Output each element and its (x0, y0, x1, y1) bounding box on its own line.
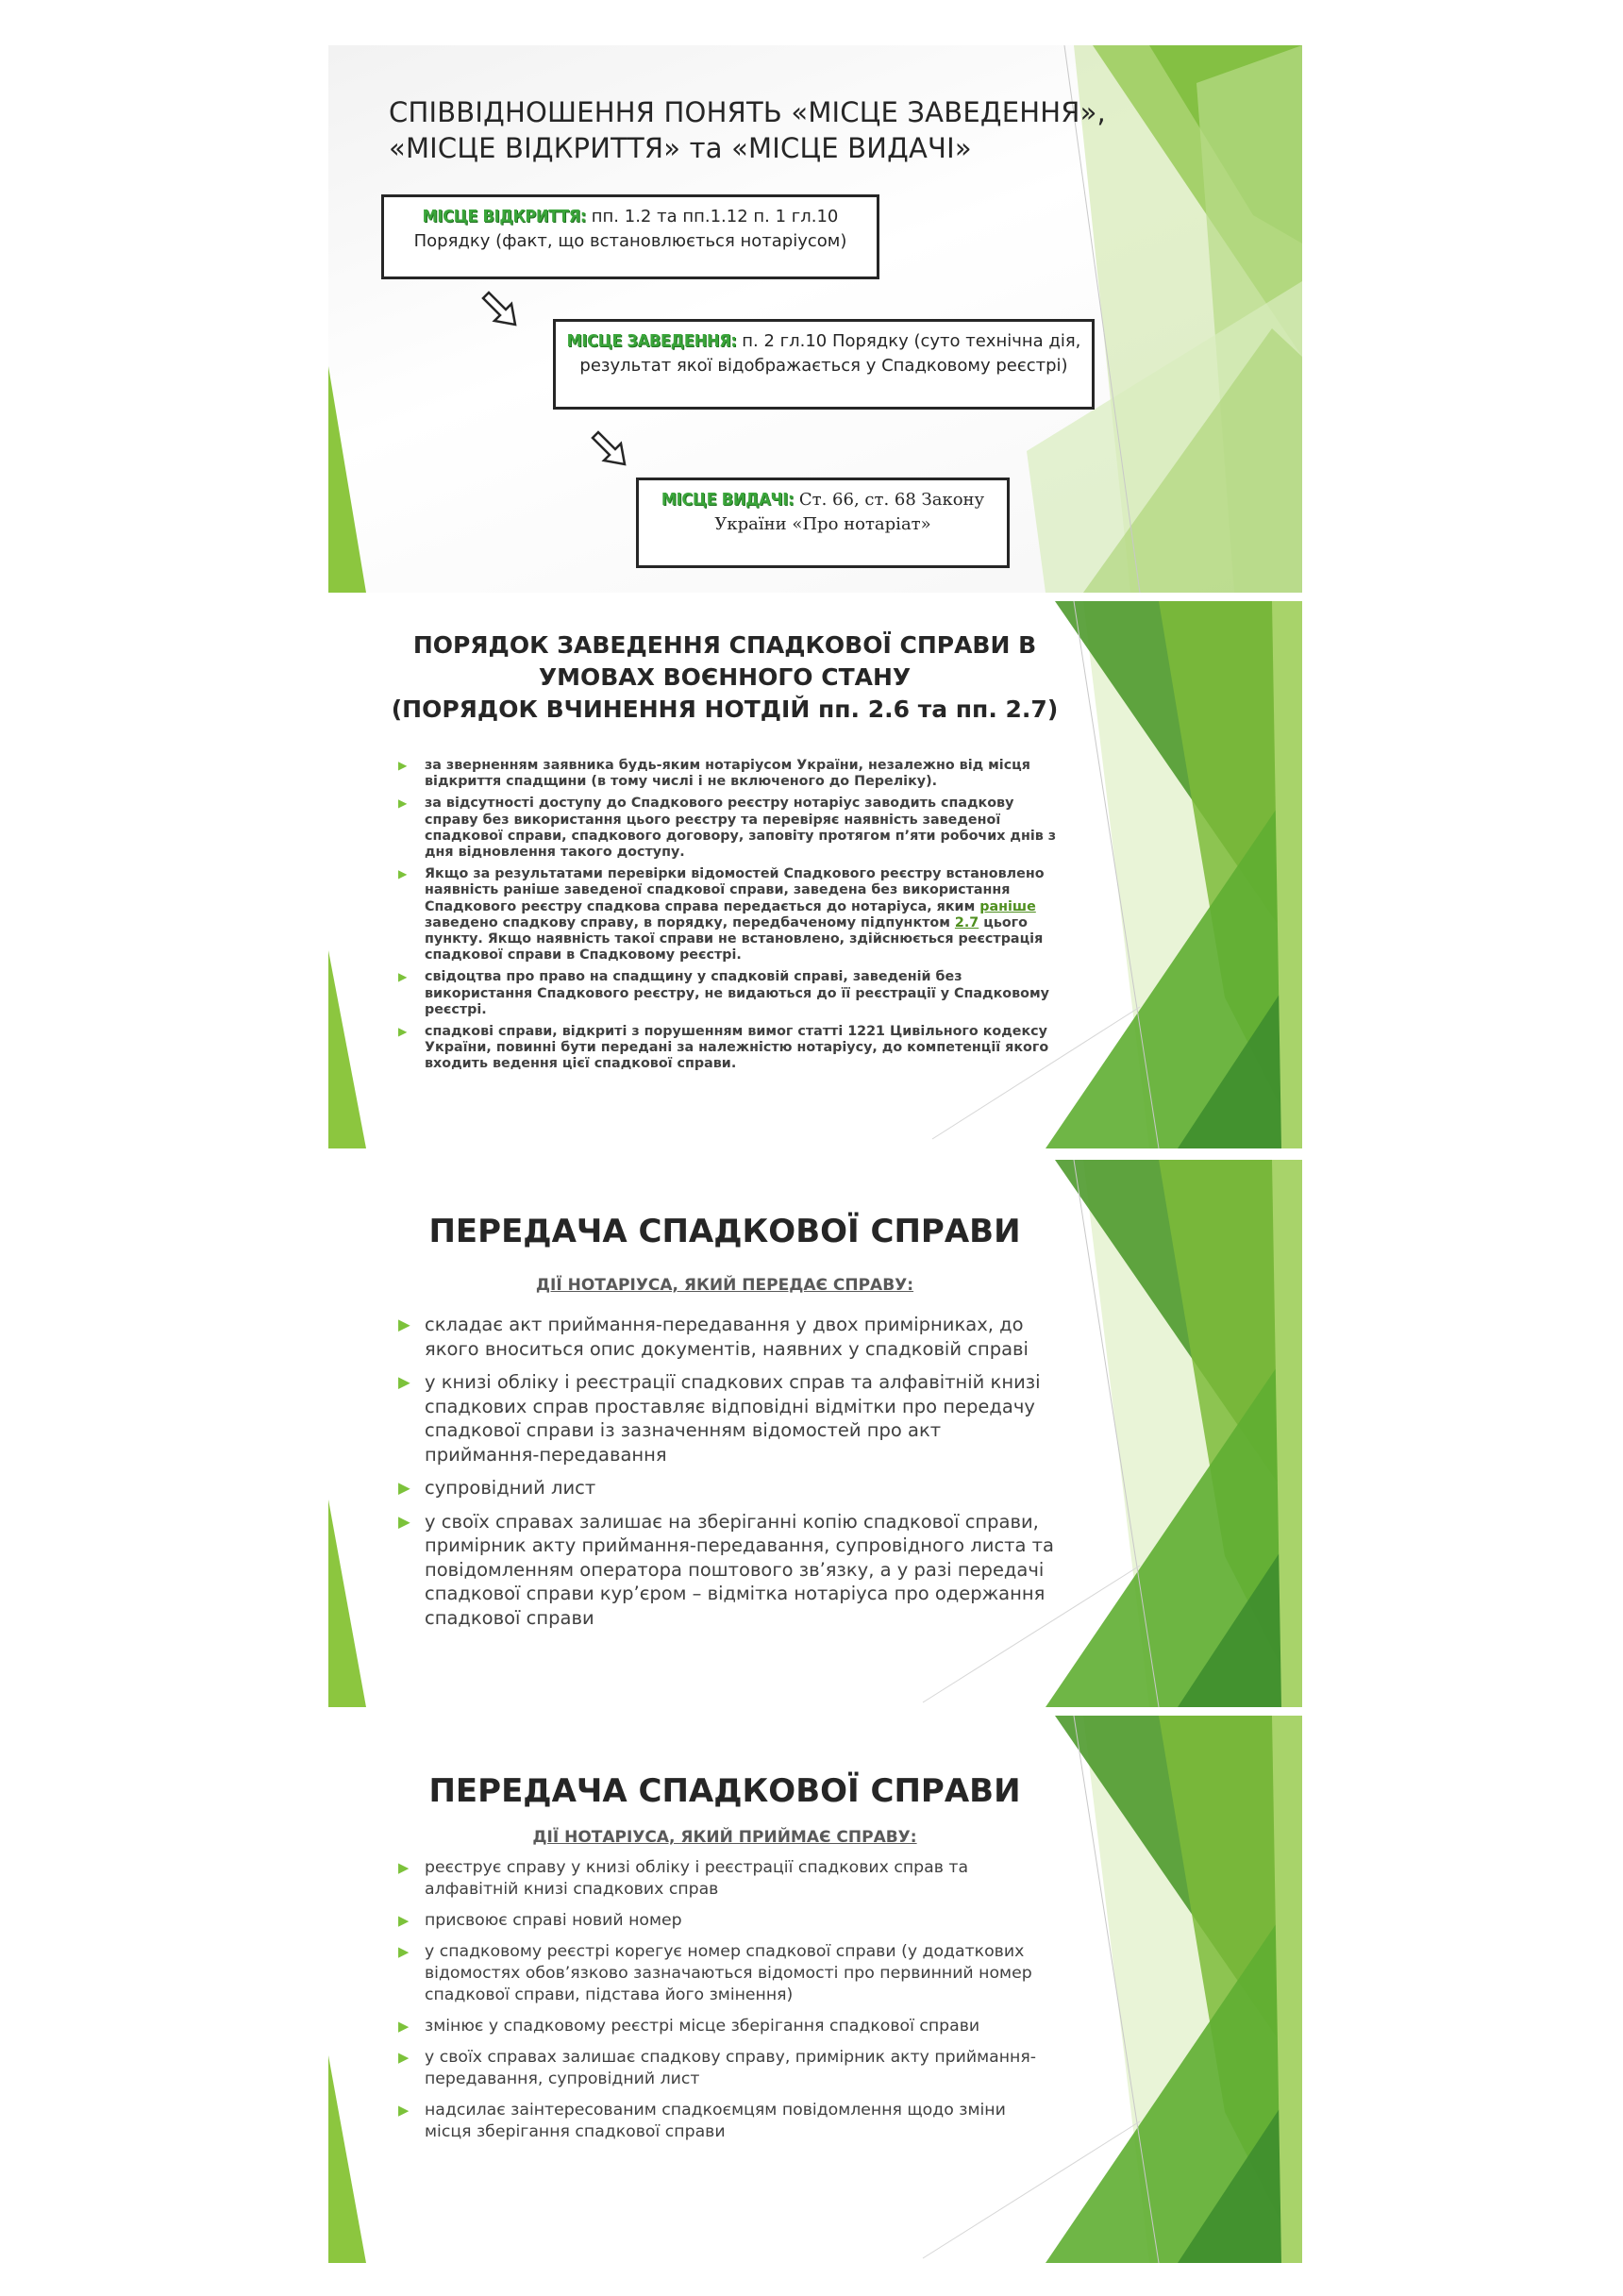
list-item (396, 969, 1057, 1018)
list-item-text: присвоює справі новий номер (425, 1911, 682, 1930)
list-item-text: за відсутності доступу до Спадкового реєстру нотаріус заводить спадкову справу без використання цього реєстру та перевіряє наявність заведеної спадкової справи, спадкового договору, заповіту протягом п’яти робочих днів з дня відновлення такого доступу. (425, 796, 1057, 861)
establishment-place-key: МІСЦЕ ЗАВЕДЕННЯ: (566, 331, 737, 351)
issuance-place-box (636, 478, 1010, 568)
bullet-icon: ▶ (398, 1025, 408, 1039)
hollow-arrow-down-right-icon (589, 428, 630, 470)
list-item-text: свідоцтва про право на спадщину у спадковій справі, заведеній без використання Спадкового реєстру, не видаються до її реєстрації у Спадковому реєстрі. (425, 969, 1049, 1017)
bullet-icon: ▶ (398, 1913, 410, 1929)
issuance-place-key: МІСЦЕ ВИДАЧІ: (661, 490, 795, 510)
bullet-icon: ▶ (398, 2019, 410, 2035)
establishment-place-text-1: п. 2 гл.10 Порядку (суто технічна дія, (736, 331, 1081, 351)
link-subclause-2-7[interactable]: 2.7 (954, 914, 979, 930)
list-item-text: у своїх справах залишає спадкову справу, примірник акту приймання-передавання, супровідний лист (425, 2048, 1036, 2088)
list-item-text: надсилає заінтересованим спадкоємцям повідомлення щодо зміни місця зберігання спадкової справи (425, 2101, 1006, 2141)
bullet-list (396, 758, 1057, 1079)
list-item-text: у книзі обліку і реєстрації спадкових справ та алфавітній книзі спадкових справ проставляє відповідні відмітки про передачу спадкової справи із зазначенням відомостей про акт приймання-передавання (425, 1371, 1041, 1466)
list-item (396, 1370, 1057, 1466)
link-earlier[interactable]: раніше (979, 898, 1036, 914)
slide-title (389, 94, 1106, 166)
bullet-icon: ▶ (398, 1944, 410, 1960)
bullet-icon: ▶ (398, 1512, 410, 1531)
list-item-text: заведено спадкову справу, в порядку, передбаченому підпунктом (425, 914, 955, 930)
bullet-icon: ▶ (398, 867, 408, 881)
list-item-text: змінює у спадковому реєстрі місце зберігання спадкової справи (425, 2017, 980, 2036)
list-item (396, 2016, 1057, 2037)
list-item-text: за зверненням заявника будь-яким нотаріусом України, незалежно від місця відкриття спадщини (в тому числі і не включеного до Переліку). (425, 758, 1030, 790)
opening-place-key: МІСЦЕ ВІДКРИТТЯ: (422, 207, 587, 226)
opening-place-box (381, 194, 879, 279)
slide-martial-law-procedure (328, 601, 1302, 1148)
title-line-2: «МІСЦЕ ВІДКРИТТЯ» та «МІСЦЕ ВИДАЧІ» (389, 132, 972, 164)
title-line-3: (ПОРЯДОК ВЧИНЕННЯ НОТДІЙ пп. 2.6 та пп. 2.7) (391, 696, 1059, 723)
slide-title (366, 629, 1083, 726)
list-item-text: складає акт приймання-передавання у двох примірниках, до якого вноситься опис документів, наявних у спадковій справі (425, 1314, 1029, 1360)
opening-place-text-1: пп. 1.2 та пп.1.12 п. 1 гл.10 (586, 207, 839, 226)
establishment-place-text-2: результат якої відображається у Спадковому реєстрі) (579, 356, 1068, 376)
list-item-text: у своїх справах залишає на зберіганні копію спадкової справи, примірник акту приймання-передавання, супровідного листа та повідомленням оператора поштового зв’язку, а у разі передачі спадкової справи кур’єром – відмітка нотаріуса про одержання спадкової справи (425, 1510, 1054, 1629)
title-line-1: ПОРЯДОК ЗАВЕДЕННЯ СПАДКОВОЇ СПРАВИ В (412, 631, 1037, 659)
bullet-icon: ▶ (398, 1479, 410, 1497)
slide-transfer-sending (328, 1160, 1302, 1707)
slide-subtitle: ДІЇ НОТАРІУСА, ЯКИЙ ПЕРЕДАЄ СПРАВУ: (535, 1276, 914, 1295)
slide-subtitle: ДІЇ НОТАРІУСА, ЯКИЙ ПРИЙМАЄ СПРАВУ: (532, 1828, 917, 1847)
list-item-text: у спадковому реєстрі корегує номер спадкової справи (у додаткових відомостях обов’язково зазначаються відомості про первинний номер спадкової справи, підстава його змінення) (425, 1942, 1032, 2004)
bullet-icon: ▶ (398, 2050, 410, 2066)
list-item-text: Якщо за результатами перевірки відомостей Спадкового реєстру встановлено наявність раніше заведеної спадкової справи, заведена без використання Спадкового реєстру спадкова справа передається до нотаріуса, яким (425, 866, 1045, 914)
issuance-place-text-2: України «Про нотаріат» (714, 514, 931, 534)
list-item (396, 1024, 1057, 1073)
list-item (396, 1941, 1057, 2006)
slide-title: ПЕРЕДАЧА СПАДКОВОЇ СПРАВИ (428, 1772, 1021, 1810)
list-item (396, 758, 1057, 790)
bullet-list (396, 1313, 1057, 1639)
list-item (396, 1510, 1057, 1631)
title-line-1: СПІВВІДНОШЕННЯ ПОНЯТЬ «МІСЦЕ ЗАВЕДЕННЯ», (389, 96, 1106, 128)
issuance-place-text-1: Ст. 66, ст. 68 Закону (794, 490, 985, 510)
slide-transfer-receiving (328, 1716, 1302, 2263)
bullet-icon: ▶ (398, 2103, 410, 2119)
list-item (396, 1476, 1057, 1500)
list-item (396, 1910, 1057, 1932)
bullet-icon: ▶ (398, 1373, 410, 1391)
list-item (396, 2047, 1057, 2090)
establishment-place-box (553, 319, 1095, 410)
list-item (396, 1313, 1057, 1361)
list-item (396, 1857, 1057, 1901)
opening-place-text-2: Порядку (факт, що встановлюється нотаріусом) (413, 231, 847, 251)
bullet-icon: ▶ (398, 1316, 410, 1333)
bullet-icon: ▶ (398, 759, 408, 772)
list-item-text: реєструє справу у книзі обліку і реєстрації спадкових справ та алфавітній книзі спадкових справ (425, 1858, 969, 1899)
slide-title: ПЕРЕДАЧА СПАДКОВОЇ СПРАВИ (428, 1213, 1021, 1250)
list-item (396, 866, 1057, 964)
bullet-icon: ▶ (398, 1860, 410, 1876)
hollow-arrow-down-right-icon (479, 289, 521, 330)
title-line-2: УМОВАХ ВОЄННОГО СТАНУ (538, 663, 912, 691)
slide-relationship-of-concepts (328, 45, 1302, 593)
list-item-text: супровідний лист (425, 1477, 596, 1499)
bullet-icon: ▶ (398, 970, 408, 984)
list-item (396, 2100, 1057, 2143)
list-item-text: цього пункту. Якщо наявність такої справи не встановлено, здійснюється реєстрація спадкової справи в Спадковому реєстрі. (425, 914, 1044, 964)
bullet-list (396, 1857, 1057, 2153)
bullet-icon: ▶ (398, 796, 408, 811)
list-item-text: спадкові справи, відкриті з порушенням вимог статті 1221 Цивільного кодексу України, повинні бути передані за належністю нотаріусу, до компетенції якого входить ведення цієї спадкової справи. (425, 1024, 1049, 1072)
list-item (396, 796, 1057, 861)
